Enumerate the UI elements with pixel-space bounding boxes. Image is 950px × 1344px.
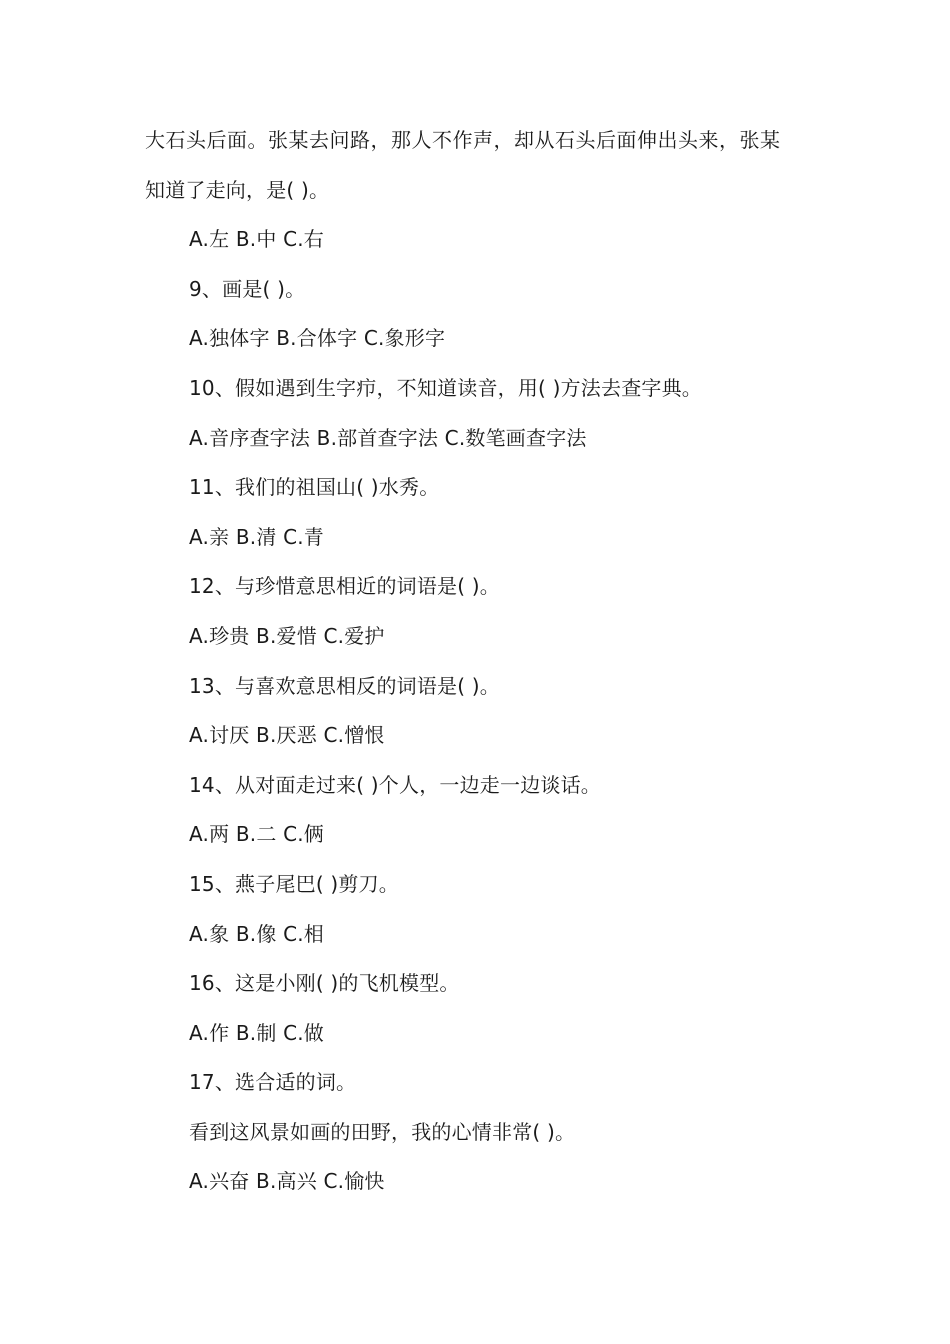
question-17: 17、选合适的词。 xyxy=(189,1070,357,1095)
question-14: 14、从对面走过来( )个人，一边走一边谈话。 xyxy=(189,772,602,797)
question-16: 16、这是小刚( )的飞机模型。 xyxy=(189,971,460,996)
question-9: 9、画是( )。 xyxy=(189,276,306,301)
question-13: 13、与喜欢意思相反的词语是( )。 xyxy=(189,673,501,698)
answer-options: A.左 B.中 C.右 xyxy=(189,227,325,252)
paragraph-line: 知道了走向，是( )。 xyxy=(145,177,330,202)
answer-options: A.作 B.制 C.做 xyxy=(189,1020,325,1045)
answer-options: A.两 B.二 C.俩 xyxy=(189,822,325,847)
question-12: 12、与珍惜意思相近的词语是( )。 xyxy=(189,574,501,599)
question-11: 11、我们的祖国山( )水秀。 xyxy=(189,475,440,500)
question-17-prompt: 看到这风景如画的田野，我的心情非常( )。 xyxy=(189,1119,576,1144)
paragraph-line: 大石头后面。张某去问路，那人不作声，却从石头后面伸出头来，张某 xyxy=(145,128,781,152)
answer-options: A.独体字 B.合体字 C.象形字 xyxy=(189,326,446,351)
answer-options: A.亲 B.清 C.青 xyxy=(189,524,325,549)
answer-options: A.讨厌 B.厌恶 C.憎恨 xyxy=(189,723,385,748)
answer-options: A.象 B.像 C.相 xyxy=(189,921,325,946)
question-10: 10、假如遇到生字疖，不知道读音，用( )方法去查字典。 xyxy=(189,375,703,400)
answer-options: A.音序查字法 B.部首查字法 C.数笔画查字法 xyxy=(189,425,587,450)
document-body xyxy=(145,116,825,1207)
answer-options: A.兴奋 B.高兴 C.愉快 xyxy=(189,1169,385,1194)
question-15: 15、燕子尾巴( )剪刀。 xyxy=(189,871,400,896)
answer-options: A.珍贵 B.爱惜 C.爱护 xyxy=(189,623,385,648)
